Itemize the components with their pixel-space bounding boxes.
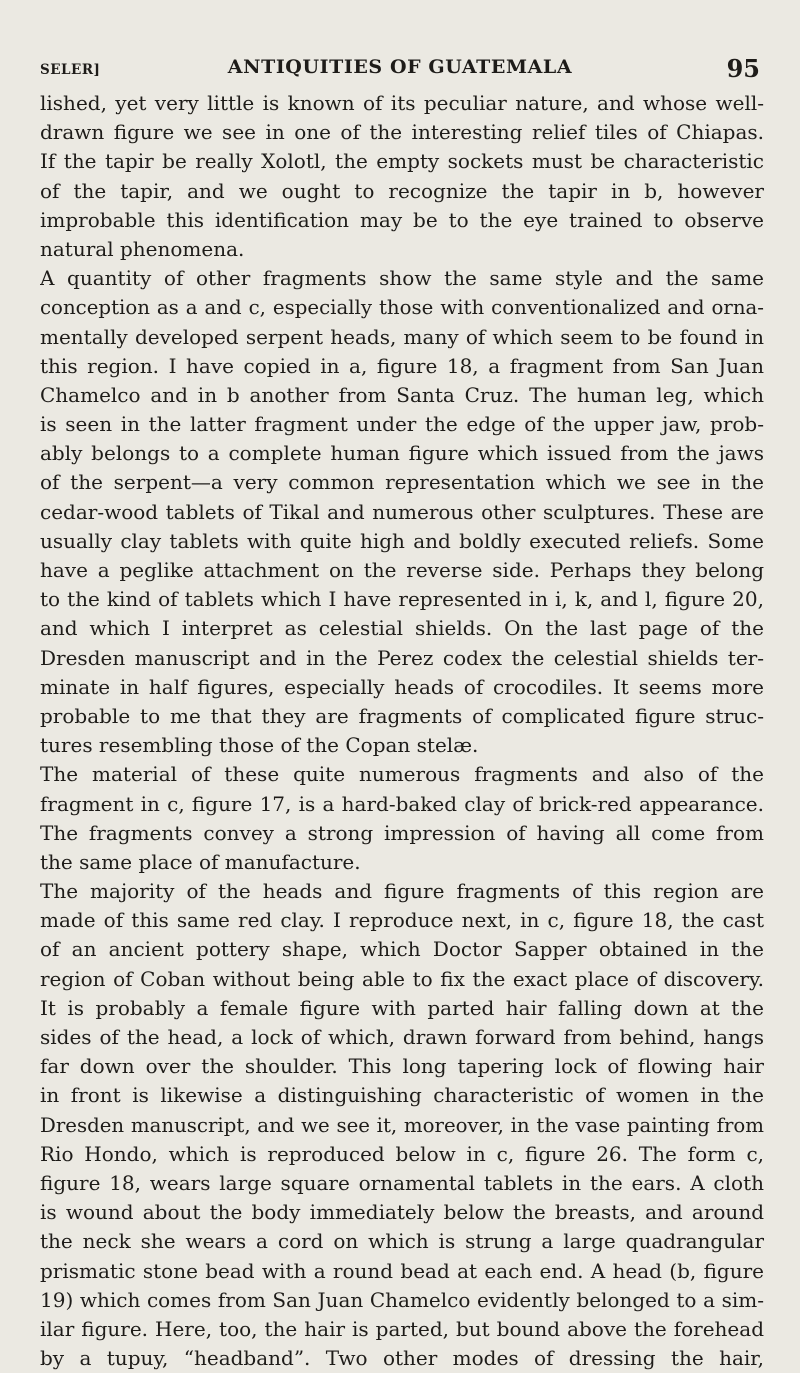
text-line: The fragments convey a strong impression of having all come from — [40, 820, 764, 845]
text-line: natural phenomena. — [40, 236, 245, 261]
text-line: of the tapir, and we ought to recognize the tapir in b, however — [40, 178, 764, 203]
text-line: improbable this identification may be to the eye trained to observe — [40, 207, 764, 232]
text-line: usually clay tablets with quite high and boldly executed reliefs. Some — [40, 528, 764, 553]
running-title: ANTIQUITIES OF GUATEMALA — [227, 56, 573, 78]
running-header — [40, 54, 760, 84]
text-line: far down over the shoulder. This long tapering lock of flowing hair — [40, 1054, 764, 1079]
text-line: lished, yet very little is known of its peculiar nature, and whose well- — [40, 91, 764, 115]
text-line: conception as a and c, especially those with conventionalized and orna- — [40, 296, 764, 320]
text-line: the same place of manufacture. — [40, 849, 361, 874]
text-line: mentally developed serpent heads, many of which seem to be found in — [40, 324, 764, 349]
text-line: region of Coban without being able to fix the exact place of discovery. — [40, 966, 764, 991]
text-line: drawn figure we see in one of the interesting relief tiles of Chiapas. — [40, 120, 764, 145]
body-text — [40, 89, 764, 1373]
text-line: the neck she wears a cord on which is strung a large quadrangular — [40, 1229, 764, 1254]
text-line: to the kind of tablets which I have represented in i, k, and l, figure 20, — [40, 587, 764, 612]
text-line: is seen in the latter fragment under the edge of the upper jaw, prob- — [40, 412, 764, 437]
text-line: 19) which comes from San Juan Chamelco evidently belonged to a sim- — [40, 1287, 764, 1312]
text-line: of an ancient pottery shape, which Doctor Sapper obtained in the — [40, 937, 764, 962]
text-line: It is probably a female figure with parted hair falling down at the — [40, 995, 764, 1020]
text-line: ably belongs to a complete human figure which issued from the jaws — [40, 441, 764, 466]
text-line: tures resembling those of the Copan stelæ. — [40, 733, 479, 758]
text-line: prismatic stone bead with a round bead at each end. A head (b, figure — [40, 1258, 764, 1283]
author-label: SELER] — [40, 62, 101, 78]
text-line: sides of the head, a lock of which, drawn forward from behind, hangs — [40, 1025, 764, 1049]
text-line: ilar figure. Here, too, the hair is parted, but bound above the forehead — [40, 1316, 764, 1341]
text-line: Chamelco and in b another from Santa Cruz. The human leg, which — [40, 382, 764, 407]
text-line: fragment in c, figure 17, is a hard-baked clay of brick-red appearance. — [40, 791, 764, 816]
text-line: by a tupuy, “headband”. Two other modes of dressing the hair, — [40, 1346, 764, 1371]
text-line: The majority of the heads and figure fragments of this region are — [40, 879, 764, 904]
text-line: Dresden manuscript, and we see it, moreover, in the vase painting from — [40, 1113, 764, 1137]
text-line: Rio Hondo, which is reproduced below in c, figure 26. The form c, — [40, 1141, 764, 1166]
text-line: is wound about the body immediately below the breasts, and around — [40, 1200, 764, 1225]
text-line: cedar-wood tablets of Tikal and numerous other sculptures. These are — [40, 499, 764, 524]
text-line: If the tapir be really Xolotl, the empty sockets must be characteristic — [40, 149, 764, 174]
text-line: probable to me that they are fragments of complicated figure struc- — [40, 703, 764, 728]
text-line: made of this same red clay. I reproduce next, in c, figure 18, the cast — [40, 908, 764, 933]
text-line: The material of these quite numerous fragments and also of the — [40, 762, 764, 787]
text-line: Dresden manuscript and in the Perez codex the celestial shields ter- — [40, 645, 764, 670]
text-line: A quantity of other fragments show the same style and the same — [40, 266, 764, 291]
text-line: have a peglike attachment on the reverse side. Perhaps they belong — [40, 558, 764, 582]
text-line: and which I interpret as celestial shields. On the last page of the — [40, 616, 764, 641]
text-line: figure 18, wears large square ornamental tablets in the ears. A cloth — [40, 1170, 764, 1195]
text-line: of the serpent—a very common representation which we see in the — [40, 470, 764, 495]
text-line: in front is likewise a distinguishing characteristic of women in the — [40, 1083, 764, 1108]
text-line: minate in half figures, especially heads of crocodiles. It seems more — [40, 674, 764, 699]
page-number: 95 — [726, 54, 760, 83]
text-line: this region. I have copied in a, figure 18, a fragment from San Juan — [40, 353, 764, 378]
